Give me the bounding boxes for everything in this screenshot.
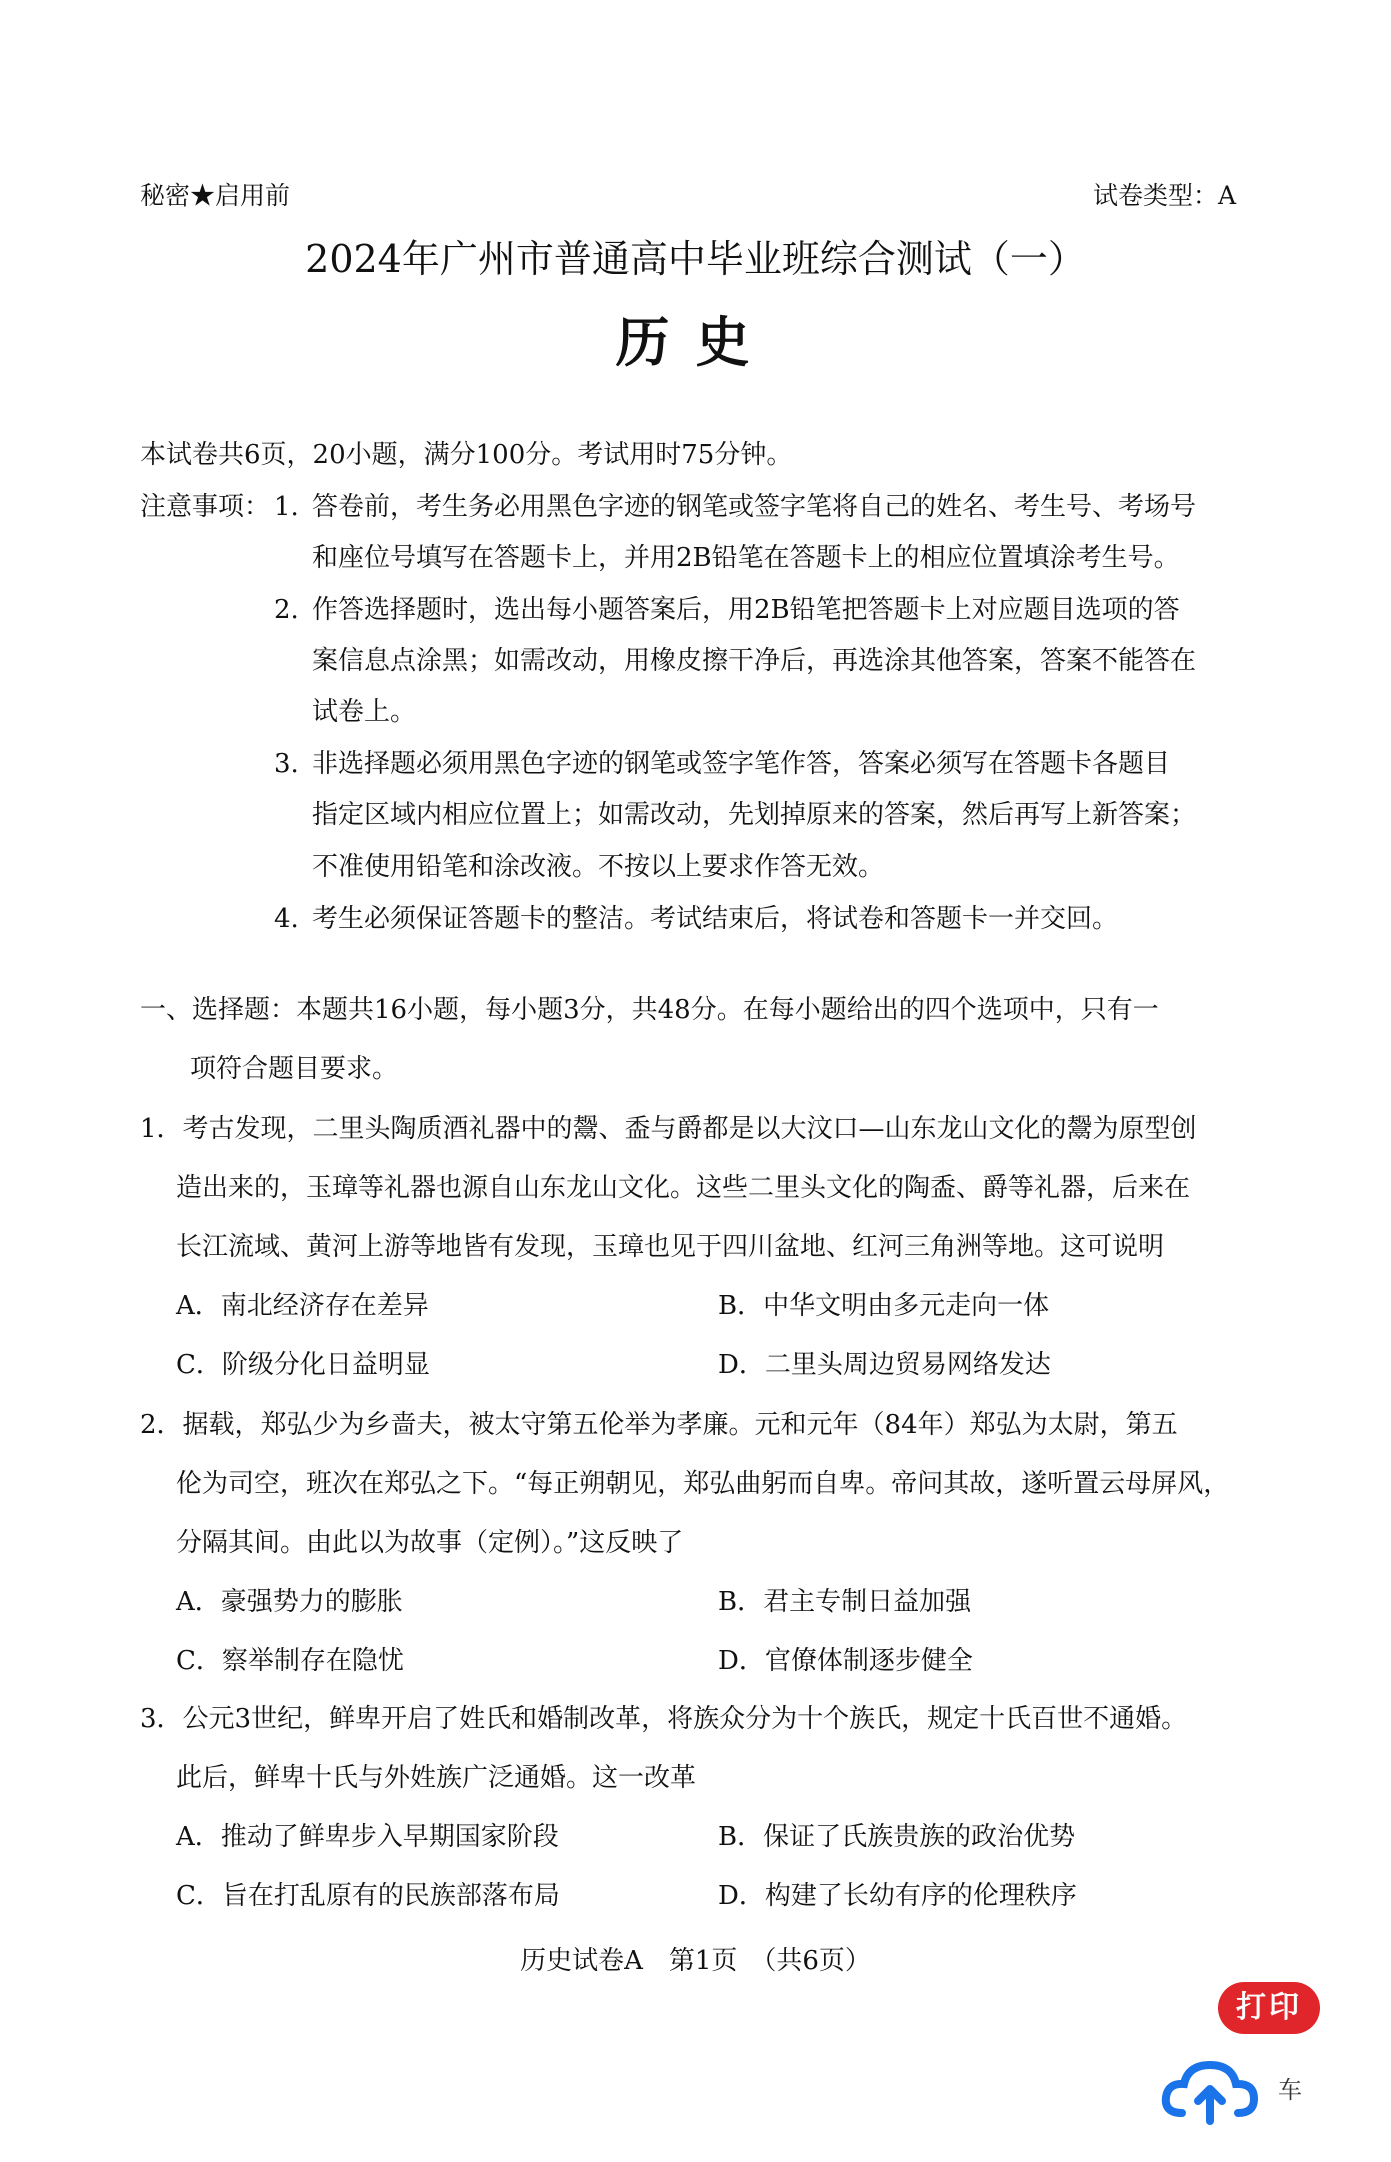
question-1-option-d: D．二里头周边贸易网络发达 bbox=[718, 1350, 1051, 1380]
paper-type-label: 试卷类型：A bbox=[1093, 181, 1237, 210]
question-2-stem: 伦为司空，班次在郑弘之下。“每正朔朝见，郑弘曲躬而自卑。帝问其故，遂听置云母屏风， bbox=[176, 1469, 1230, 1499]
note-line: 考生必须保证答题卡的整洁。考试结束后，将试卷和答题卡一并交回。 bbox=[312, 904, 1119, 934]
question-1-option-a: A．南北经济存在差异 bbox=[176, 1291, 429, 1321]
question-3-option-a: A．推动了鲜卑步入早期国家阶段 bbox=[176, 1822, 559, 1852]
note-line: 不准使用铅笔和涂改液。不按以上要求作答无效。 bbox=[312, 852, 885, 882]
question-1-stem: 长江流域、黄河上游等地皆有发现，玉璋也见于四川盆地、红河三角洲等地。这可说明 bbox=[176, 1232, 1165, 1262]
note-number: 1. bbox=[274, 492, 299, 522]
note-line: 非选择题必须用黑色字迹的钢笔或签字笔作答，答案必须写在答题卡各题目 bbox=[312, 749, 1171, 779]
note-line: 答卷前，考生务必用黑色字迹的钢笔或签字笔将自己的姓名、考生号、考场号 bbox=[312, 492, 1197, 522]
note-number: 4. bbox=[274, 904, 299, 934]
question-2-stem: 2．据载，郑弘少为乡啬夫，被太守第五伦举为孝廉。元和元年（84年）郑弘为太尉，第五 bbox=[140, 1410, 1178, 1440]
question-1-option-c: C．阶级分化日益明显 bbox=[176, 1350, 430, 1380]
question-1-option-b: B．中华文明由多元走向一体 bbox=[718, 1291, 1050, 1321]
note-line: 案信息点涂黑；如需改动，用橡皮擦干净后，再选涂其他答案，答案不能答在 bbox=[312, 646, 1197, 676]
notes-label: 注意事项： bbox=[140, 492, 271, 522]
question-3-option-b: B．保证了氏族贵族的政治优势 bbox=[718, 1822, 1076, 1852]
intro-line: 本试卷共6页，20小题，满分100分。考试用时75分钟。 bbox=[140, 440, 793, 470]
question-2-option-d: D．官僚体制逐步健全 bbox=[718, 1646, 973, 1676]
question-2-option-b: B．君主专制日益加强 bbox=[718, 1587, 972, 1617]
note-number: 2. bbox=[274, 595, 299, 625]
question-3-stem: 3．公元3世纪，鲜卑开启了姓氏和婚制改革，将族众分为十个族氏，规定十氏百世不通婚。 bbox=[140, 1704, 1188, 1734]
question-1-stem: 造出来的，玉璋等礼器也源自山东龙山文化。这些二里头文化的陶盉、爵等礼器，后来在 bbox=[176, 1173, 1191, 1203]
note-line: 和座位号填写在答题卡上，并用2B铅笔在答题卡上的相应位置填涂考生号。 bbox=[312, 543, 1180, 573]
question-3-option-d: D．构建了长幼有序的伦理秩序 bbox=[718, 1881, 1077, 1911]
question-1-stem: 1．考古发现，二里头陶质酒礼器中的鬶、盉与爵都是以大汶口—山东龙山文化的鬶为原型创 bbox=[140, 1114, 1197, 1144]
note-line: 试卷上。 bbox=[312, 697, 417, 727]
print-button[interactable]: 打印 bbox=[1218, 1982, 1320, 2034]
note-line: 指定区域内相应位置上；如需改动，先划掉原来的答案，然后再写上新答案； bbox=[312, 800, 1197, 830]
cloud-upload-icon[interactable] bbox=[1160, 2055, 1260, 2125]
section-heading: 一、选择题：本题共16小题，每小题3分，共48分。在每小题给出的四个选项中，只有一 bbox=[140, 995, 1159, 1025]
exam-title: 2024年广州市普通高中毕业班综合测试（一） bbox=[305, 237, 1086, 281]
question-2-option-c: C．察举制存在隐忧 bbox=[176, 1646, 404, 1676]
question-3-stem: 此后，鲜卑十氏与外姓族广泛通婚。这一改革 bbox=[176, 1763, 697, 1793]
watermark-text: 车 bbox=[1278, 2076, 1302, 2104]
note-line: 作答选择题时，选出每小题答案后，用2B铅笔把答题卡上对应题目选项的答 bbox=[312, 595, 1180, 625]
confidential-label: 秘密★启用前 bbox=[140, 181, 291, 210]
section-heading: 项符合题目要求。 bbox=[190, 1054, 399, 1084]
note-number: 3. bbox=[274, 749, 299, 779]
question-2-stem: 分隔其间。由此以为故事（定例）。”这反映了 bbox=[176, 1528, 684, 1558]
question-3-option-c: C．旨在打乱原有的民族部落布局 bbox=[176, 1881, 560, 1911]
question-2-option-a: A．豪强势力的膨胀 bbox=[176, 1587, 403, 1617]
subject-title: 历史 bbox=[615, 310, 776, 374]
page-footer: 历史试卷A 第1页 （共6页） bbox=[520, 1946, 871, 1976]
